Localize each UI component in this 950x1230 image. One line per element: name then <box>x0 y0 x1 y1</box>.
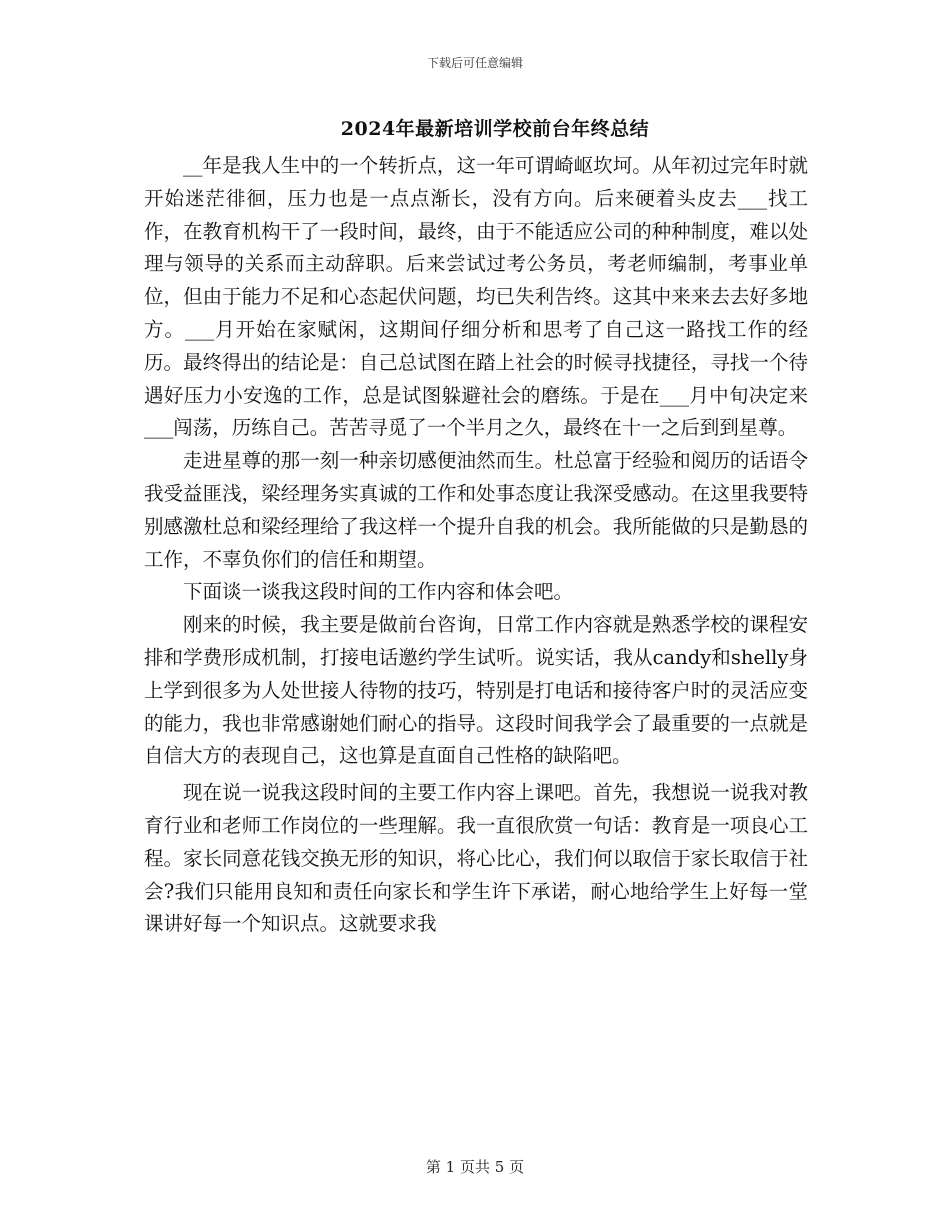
paragraph-4: 刚来的时候，我主要是做前台咨询，日常工作内容就是熟悉学校的课程安排和学费形成机制，打接电话邀约学生试听。说实话，我从candy和shelly身上学到很多为人处世接人待物的技巧，特别是打电话和接待客户时的灵活应变的能力，我也非常感谢她们耐心的指导。这段时间我学会了最重要的一点就是自信大方的表现自己，这也算是直面自己性格的缺陷吧。 <box>144 613 808 768</box>
paragraph-5: 现在说一说我这段时间的主要工作内容上课吧。首先，我想说一说我对教育行业和老师工作岗位的一些理解。我一直很欣赏一句话：教育是一项良心工程。家长同意花钱交换无形的知识，将心比心，我们何以取信于家长取信于社会?我们只能用良知和责任向家长和学生许下承诺，耐心地给学生上好每一堂课讲好每一个知识点。这就要求我 <box>144 781 808 936</box>
paragraph-1: __年是我人生中的一个转折点，这一年可谓崎岖坎坷。从年初过完年时就开始迷茫徘徊，压力也是一点点渐长，没有方向。后来硬着头皮去___找工作，在教育机构干了一段时间，最终，由于不能适应公司的种种制度，难以处理与领导的关系而主动辞职。后来尝试过考公务员，考老师编制，考事业单位，但由于能力不足和心态起伏问题，均已失利告终。这其中来来去去好多地方。___月开始在家赋闲，这期间仔细分析和思考了自己这一路找工作的经历。最终得出的结论是：自己总试图在踏上社会的时候寻找捷径，寻找一个待遇好压力小安逸的工作，总是试图躲避社会的磨练。于是在___月中旬决定来___闯荡，历练自己。苦苦寻觅了一个半月之久，最终在十一之后到到星尊。 <box>144 154 808 440</box>
header-note: 下载后可任意编辑 <box>426 56 523 70</box>
document-title: 2024年最新培训学校前台年终总结 <box>340 118 650 140</box>
paragraph-3: 下面谈一谈我这段时间的工作内容和体会吧。 <box>183 580 574 604</box>
document-body <box>144 150 808 941</box>
paragraph-2: 走进星尊的那一刻一种亲切感便油然而生。杜总富于经验和阅历的话语令我受益匪浅，梁经理务实真诚的工作和处事态度让我深受感动。在这里我要特别感激杜总和梁经理给了我这样一个提升自我的机会。我所能做的只是勤恳的工作，不辜负你们的信任和期望。 <box>144 449 808 571</box>
page-footer: 第 1 页共 5 页 <box>425 1158 525 1176</box>
